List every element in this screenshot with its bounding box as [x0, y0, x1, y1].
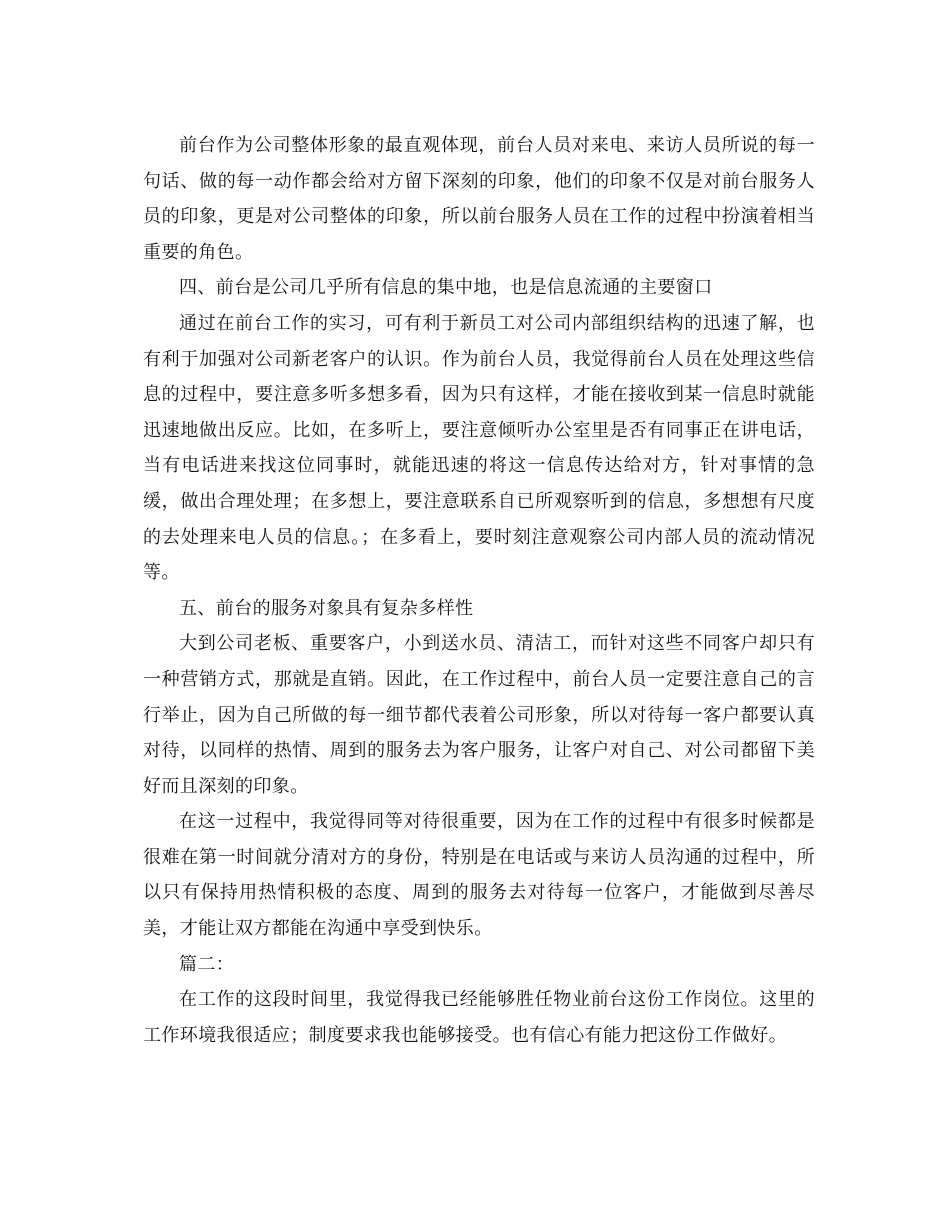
paragraph-equal-treatment: 在这一过程中，我觉得同等对待很重要，因为在工作的过程中有很多时候都是很难在第一时间就分清对方的身份，特别是在电话或与来访人员沟通的过程中，所以只有保持用热情积极的态度、周到的服务去对待每一位客户，才能做到尽善尽美，才能让双方都能在沟通中享受到快乐。: [143, 811, 815, 940]
paragraph-front-desk-image: 前台作为公司整体形象的最直观体现，前台人员对来电、来访人员所说的每一句话、做的每一动作都会给对方留下深刻的印象，他们的印象不仅是对前台服务人员的印象，更是对公司整体的印象，所以前台服务人员在工作的过程中扮演着相当重要的角色。: [143, 135, 815, 263]
heading-section-five: 五、前台的服务对象具有复杂多样性: [179, 597, 474, 619]
heading-section-four: 四、前台是公司几乎所有信息的集中地，也是信息流通的主要窗口: [179, 277, 713, 299]
paragraph-part-two-intro: 在工作的这段时间里，我觉得我已经能够胜任物业前台这份工作岗位。这里的工作环境我很适应；制度要求我也能够接受。也有信心有能力把这份工作做好。: [143, 989, 815, 1046]
paragraph-information-hub: 通过在前台工作的实习，可有利于新员工对公司内部组织结构的迅速了解，也有利于加强对公司新老客户的认识。作为前台人员，我觉得前台人员在处理这些信息的过程中，要注意多听多想多看，因为只有这样，才能在接收到某一信息时就能迅速地做出反应。比如，在多听上，要注意倾听办公室里是否有同事正在讲电话，当有电话进来找这位同事时，就能迅速的将这一信息传达给对方，针对事情的急缓，做出合理处理；在多想上，要注意联系自已所观察听到的信息，多想想有尺度的去处理来电人员的信息。；在多看上，要时刻注意观察公司内部人员的流动情况等。: [143, 312, 815, 584]
heading-part-two: 篇二：: [179, 953, 235, 975]
paragraph-service-objects: 大到公司老板、重要客户，小到送水员、清洁工，而针对这些不同客户却只有一种营销方式，那就是直销。因此，在工作过程中，前台人员一定要注意自己的言行举止，因为自己所做的每一细节都代表着公司形象，所以对待每一客户都要认真对待，以同样的热情、周到的服务去为客户服务，让客户对自己、对公司都留下美好而且深刻的印象。: [143, 633, 815, 797]
document-body: [143, 128, 815, 1053]
